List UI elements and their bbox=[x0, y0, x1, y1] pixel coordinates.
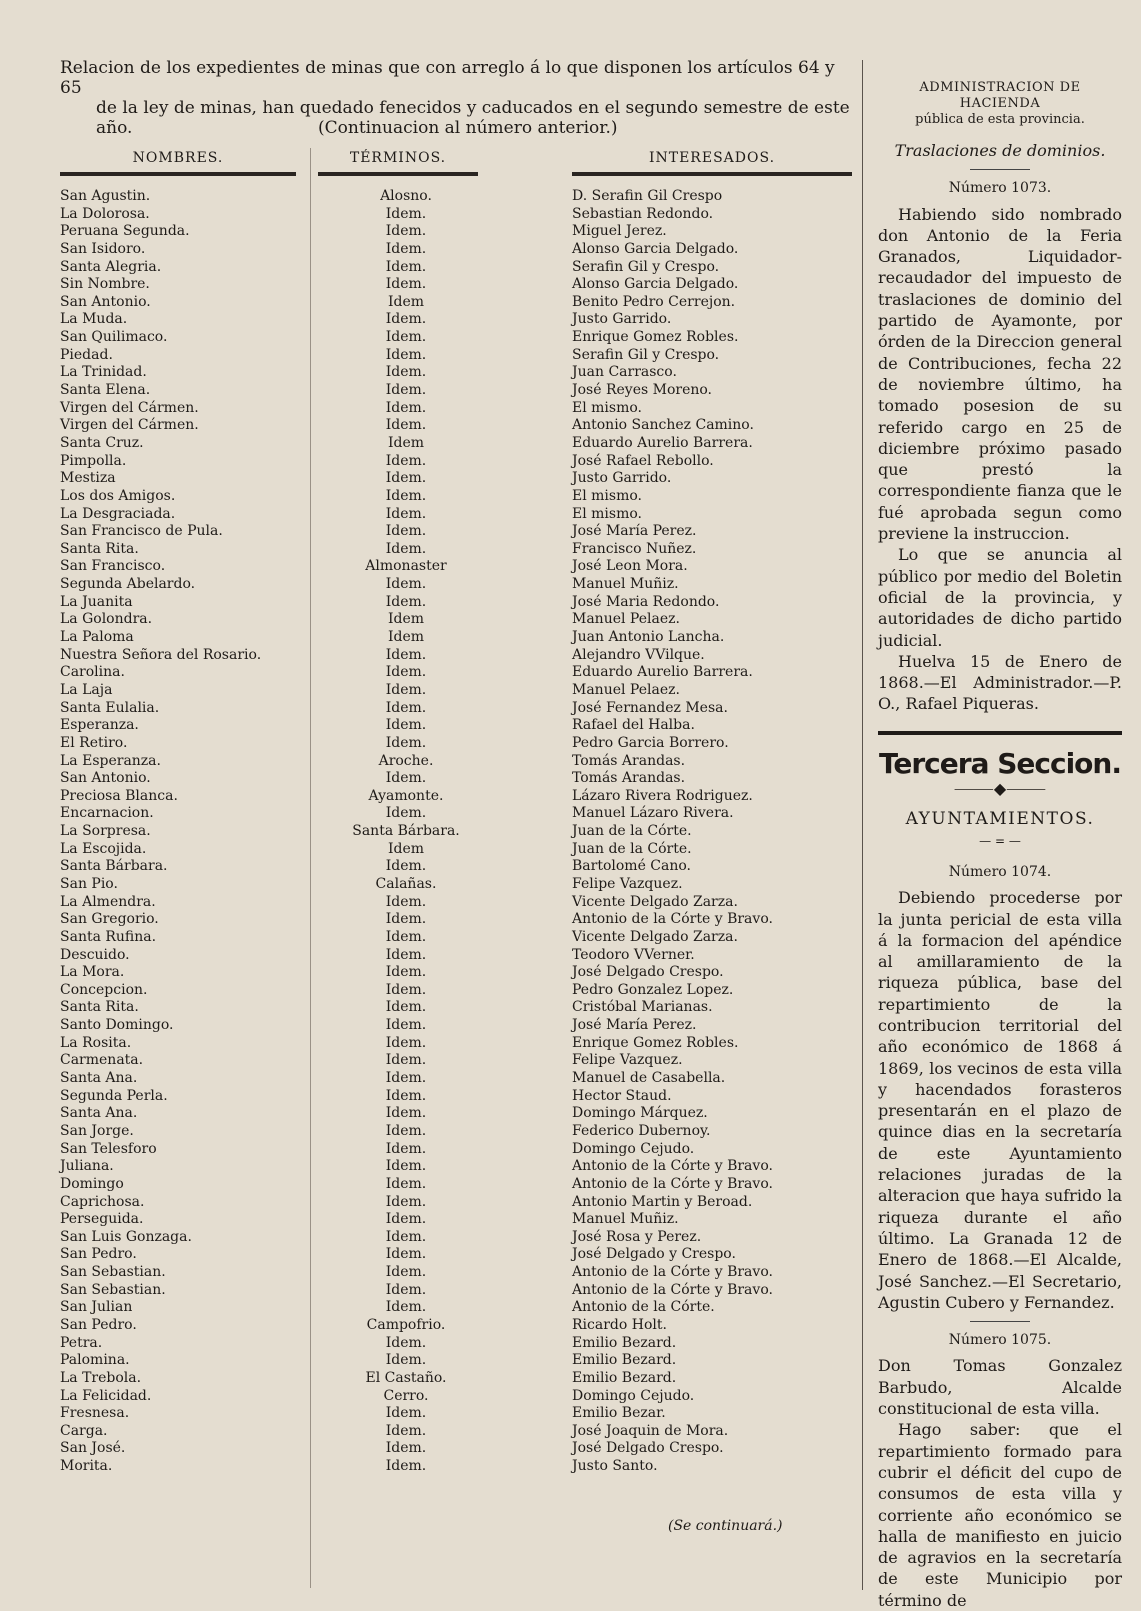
mine-name: Fresnesa. bbox=[60, 1405, 130, 1422]
interesado: Eduardo Aurelio Barrera. bbox=[572, 434, 753, 451]
termino: Idem. bbox=[385, 1299, 427, 1316]
mine-name: Morita. bbox=[60, 1458, 113, 1475]
mine-name: Preciosa Blanca. bbox=[60, 787, 178, 804]
administration-subtitle: pública de esta provincia. bbox=[915, 112, 1085, 127]
interesado: Teodoro VVerner. bbox=[572, 946, 695, 963]
termino: Idem bbox=[387, 293, 425, 310]
termino: Idem bbox=[387, 611, 425, 628]
interesado: Manuel Pelaez. bbox=[572, 611, 680, 628]
mine-name: San Antonio. bbox=[60, 293, 151, 310]
interesado: Eduardo Aurelio Barrera. bbox=[572, 664, 753, 681]
termino: Aroche. bbox=[378, 752, 434, 769]
interesado: José Delgado Crespo. bbox=[572, 1440, 724, 1457]
mine-name: San Pedro. bbox=[60, 1317, 137, 1333]
interesado: Emilio Bezard. bbox=[572, 1352, 677, 1369]
interesado: José Rafael Rebollo. bbox=[572, 452, 714, 469]
mine-name: Petra. bbox=[60, 1334, 103, 1351]
mine-name: Santo Domingo. bbox=[60, 1017, 174, 1034]
termino: Idem. bbox=[385, 1440, 427, 1457]
mine-name: El Retiro. bbox=[60, 734, 128, 751]
notice-1073-signature: Huelva 15 de Enero de 1868.—El Administrador.—P. O., Rafael Piqueras. bbox=[878, 651, 1122, 714]
interesado: Juan de la Córte. bbox=[572, 840, 692, 857]
mine-name: Juliana. bbox=[60, 1158, 114, 1175]
termino: Idem. bbox=[385, 276, 427, 293]
termino: Idem. bbox=[385, 1140, 427, 1157]
interesado: Ricardo Holt. bbox=[572, 1317, 667, 1333]
termino: Idem. bbox=[385, 329, 427, 346]
mine-name: La Rosita. bbox=[60, 1034, 132, 1051]
termino: Idem. bbox=[385, 417, 427, 434]
termino: Idem. bbox=[385, 1211, 427, 1228]
interesado: Antonio de la Córte y Bravo. bbox=[572, 1281, 773, 1298]
mine-name: Sin Nombre. bbox=[60, 276, 150, 293]
notice-number-1074: Número 1074. bbox=[948, 863, 1052, 880]
interesado: Emilio Bezard. bbox=[572, 1334, 677, 1351]
intro-line-1: Relacion de los expedientes de minas que con arreglo á lo que disponen los artículos 64 y 65 bbox=[60, 58, 835, 98]
interesado: José Leon Mora. bbox=[572, 558, 688, 575]
termino: Idem. bbox=[385, 1017, 427, 1034]
termino: Idem. bbox=[385, 1264, 427, 1281]
mine-name: San Isidoro. bbox=[60, 240, 146, 257]
intro-line-2: de la ley de minas, han quedado fenecidos y caducados en el segundo semestre de este año. bbox=[96, 98, 850, 138]
mine-name: Mestiza bbox=[60, 470, 116, 487]
termino: Idem. bbox=[385, 1281, 427, 1298]
notice-1074-body: Debiendo procederse por la junta pericial de esta villa á la formacion del apéndice al amillaramiento de la riqueza pública, base del repartimiento de la contribucion territorial del año económico de 1868 á 1869, los vecinos de esta villa y hacendados forasteros presentarán en el plazo de quince dias en la secretaría de este Ayuntamiento relaciones juradas de la alteracion que haya sufrido la riqueza durante el año último. La Granada 12 de Enero de 1868.—El Alcalde, José Sanchez.—El Secretario, Agustin Cubero y Fernandez. bbox=[878, 888, 1122, 1312]
column-divider bbox=[862, 60, 863, 1590]
ayuntamientos-heading: AYUNTAMIENTOS. bbox=[905, 809, 1095, 830]
interesado: Antonio Martin y Beroad. bbox=[572, 1193, 753, 1210]
termino: Idem. bbox=[385, 770, 427, 787]
interesado: Benito Pedro Cerrejon. bbox=[572, 293, 736, 310]
mine-name: Virgen del Cármen. bbox=[60, 399, 199, 416]
interesado: Domingo Cejudo. bbox=[572, 1140, 695, 1157]
interesado: José Delgado Crespo. bbox=[572, 964, 724, 981]
mine-name: La Esperanza. bbox=[60, 752, 161, 769]
mine-name: Santa Elena. bbox=[60, 382, 151, 399]
termino: Idem. bbox=[385, 1422, 427, 1439]
interesado: El mismo. bbox=[572, 399, 642, 416]
interesado: Antonio de la Córte y Bravo. bbox=[572, 1158, 773, 1175]
interesado: El mismo. bbox=[572, 505, 642, 522]
interesado: Enrique Gomez Robles. bbox=[572, 1034, 739, 1051]
mine-name: La Juanita bbox=[60, 593, 133, 610]
termino: Idem. bbox=[385, 258, 427, 275]
mine-name: La Almendra. bbox=[60, 893, 156, 910]
mine-name: Piedad. bbox=[60, 346, 113, 363]
mine-name: Santa Rufina. bbox=[60, 928, 157, 945]
mine-name: Segunda Perla. bbox=[60, 1087, 168, 1104]
termino: Idem. bbox=[385, 717, 427, 734]
mine-name: Santa Alegria. bbox=[60, 258, 162, 275]
termino: Idem. bbox=[385, 734, 427, 751]
mine-name: San Pedro. bbox=[60, 1246, 137, 1263]
header-terminos: TÉRMINOS. bbox=[349, 150, 447, 166]
traslaciones-heading: Traslaciones de dominios. bbox=[894, 141, 1106, 160]
termino: Idem. bbox=[385, 523, 427, 540]
mine-name: San Sebastian. bbox=[60, 1281, 166, 1298]
termino: Idem. bbox=[385, 1034, 427, 1051]
interesado: José Delgado y Crespo. bbox=[572, 1246, 736, 1263]
termino: Idem. bbox=[385, 505, 427, 522]
termino: Idem. bbox=[385, 240, 427, 257]
notice-1073-body-2: Lo que se anuncia al público por medio del Boletin oficial de la provincia, y autoridades de dicho partido judicial. bbox=[878, 545, 1122, 650]
mine-name: Carmenata. bbox=[60, 1052, 144, 1069]
termino: Idem. bbox=[385, 1087, 427, 1104]
mine-name: La Sorpresa. bbox=[60, 823, 151, 840]
termino: Idem. bbox=[385, 805, 427, 822]
mine-name: Descuido. bbox=[60, 946, 130, 963]
interesado: Manuel Muñiz. bbox=[572, 576, 679, 593]
interesado: Justo Garrido. bbox=[572, 311, 672, 328]
interesado: Manuel Pelaez. bbox=[572, 681, 680, 698]
termino: Idem. bbox=[385, 893, 427, 910]
interesado: Antonio de la Córte. bbox=[572, 1299, 715, 1316]
interesado: Antonio Sanchez Camino. bbox=[572, 417, 754, 434]
mine-name: Nuestra Señora del Rosario. bbox=[60, 646, 262, 663]
termino: Idem bbox=[387, 840, 425, 857]
termino: Cerro. bbox=[383, 1387, 429, 1404]
termino: Idem. bbox=[385, 1122, 427, 1139]
termino: Idem. bbox=[385, 928, 427, 945]
notice-number-1073: Número 1073. bbox=[948, 180, 1052, 197]
divider bbox=[970, 1321, 1030, 1322]
interesado: Felipe Vazquez. bbox=[572, 875, 683, 892]
divider: — = — bbox=[979, 833, 1021, 848]
interesado: Enrique Gomez Robles. bbox=[572, 329, 739, 346]
interesado: Antonio de la Córte y Bravo. bbox=[572, 1264, 773, 1281]
termino: Idem. bbox=[385, 858, 427, 875]
interesado: José Reyes Moreno. bbox=[572, 382, 713, 399]
mine-name: La Trinidad. bbox=[60, 364, 147, 381]
termino: Idem. bbox=[385, 1052, 427, 1069]
mine-name: Santa Ana. bbox=[60, 1070, 138, 1087]
interesado: Pedro Garcia Borrero. bbox=[572, 734, 729, 751]
interesado: Tomás Arandas. bbox=[572, 752, 686, 769]
mine-name: La Paloma bbox=[60, 629, 134, 646]
mine-name: San Sebastian. bbox=[60, 1264, 166, 1281]
termino: Idem. bbox=[385, 1352, 427, 1369]
mine-name: San Telesforo bbox=[60, 1140, 157, 1157]
mine-name: La Desgraciada. bbox=[60, 505, 176, 522]
mine-name: La Dolorosa. bbox=[60, 205, 150, 222]
termino: Idem. bbox=[385, 487, 427, 504]
termino: Ayamonte. bbox=[368, 787, 444, 804]
header-rule bbox=[572, 172, 852, 176]
notice-1075-body: Hago saber: que el repartimiento formado para cubrir el déficit del cupo de consumos de esta villa y corriente año económico se halla de manifiesto en juicio de agravios en la secretaría de este Municipio por término de bbox=[878, 1420, 1122, 1610]
interesado: Alonso Garcia Delgado. bbox=[572, 240, 739, 257]
termino: Idem bbox=[387, 434, 425, 451]
interesado: Miguel Jerez. bbox=[572, 223, 667, 240]
interesado: Bartolomé Cano. bbox=[572, 858, 692, 875]
interesado: Francisco Nuñez. bbox=[572, 540, 697, 557]
termino: Idem. bbox=[385, 981, 427, 998]
termino: Idem. bbox=[385, 1105, 427, 1122]
mine-name: Carolina. bbox=[60, 664, 125, 681]
header-rule bbox=[318, 172, 478, 176]
termino: Idem. bbox=[385, 593, 427, 610]
interesado: Rafael del Halba. bbox=[572, 717, 695, 734]
ornament-icon: ⸻◆⸻ bbox=[953, 779, 1047, 799]
mine-name: San Gregorio. bbox=[60, 911, 159, 928]
termino: Idem. bbox=[385, 1158, 427, 1175]
interesado: Domingo Márquez. bbox=[572, 1105, 708, 1122]
termino: Calañas. bbox=[375, 875, 437, 892]
mine-name: La Escojida. bbox=[60, 840, 147, 857]
mine-name: Perseguida. bbox=[60, 1211, 144, 1228]
interesado: Antonio de la Córte y Bravo. bbox=[572, 1175, 773, 1192]
termino: Idem. bbox=[385, 646, 427, 663]
interesado: Lázaro Rivera Rodriguez. bbox=[572, 787, 753, 804]
header-interesados: INTERESADOS. bbox=[648, 150, 776, 166]
termino: Alosno. bbox=[380, 188, 432, 204]
termino: Idem. bbox=[385, 664, 427, 681]
mine-name: Los dos Amigos. bbox=[60, 487, 176, 504]
mine-name: La Muda. bbox=[60, 311, 128, 328]
termino: Idem. bbox=[385, 1458, 427, 1475]
termino: Idem. bbox=[385, 964, 427, 981]
interesado: Juan de la Córte. bbox=[572, 823, 692, 840]
termino: Idem. bbox=[385, 1228, 427, 1245]
mine-name: San Antonio. bbox=[60, 770, 151, 787]
termino: Idem. bbox=[385, 1175, 427, 1192]
interesado: Serafin Gil y Crespo. bbox=[572, 346, 720, 363]
continued-note: (Se continuará.) bbox=[668, 1518, 783, 1534]
mine-name: Concepcion. bbox=[60, 981, 148, 998]
termino: Idem. bbox=[385, 1070, 427, 1087]
termino: Idem. bbox=[385, 999, 427, 1016]
mine-name: Santa Ana. bbox=[60, 1105, 138, 1122]
interesado: Hector Staud. bbox=[572, 1087, 672, 1104]
termino: Idem. bbox=[385, 1193, 427, 1210]
termino: Idem. bbox=[385, 540, 427, 557]
interesado: Sebastian Redondo. bbox=[572, 205, 714, 222]
header-rule bbox=[60, 172, 296, 176]
mine-name: Palomina. bbox=[60, 1352, 130, 1369]
mine-name: Pimpolla. bbox=[60, 452, 127, 469]
mine-name: Santa Cruz. bbox=[60, 434, 144, 451]
mine-name: Santa Eulalia. bbox=[60, 699, 160, 716]
interesado: Serafin Gil y Crespo. bbox=[572, 258, 720, 275]
interesado: José Fernandez Mesa. bbox=[572, 699, 728, 716]
mine-name: Caprichosa. bbox=[60, 1193, 145, 1210]
interesado: Juan Antonio Lancha. bbox=[572, 629, 725, 646]
termino: Idem bbox=[387, 629, 425, 646]
mine-name: Domingo bbox=[60, 1175, 124, 1192]
notice-1073-body: Habiendo sido nombrado don Antonio de la Feria Granados, Liquidador-recaudador del impuesto de traslaciones de dominio del partido de Ayamonte, por órden de la Direccion general de Contribuciones, fecha 22 de noviembre último, ha tomado posesion de su referido cargo en 25 de diciembre próximo pasado que prestó la correspondiente fianza que le fué aprobada segun como previene la instruccion. bbox=[878, 204, 1122, 544]
termino: Idem. bbox=[385, 364, 427, 381]
termino: El Castaño. bbox=[365, 1369, 447, 1386]
mine-name: La Laja bbox=[60, 681, 113, 698]
interesado: Manuel Muñiz. bbox=[572, 1211, 679, 1228]
termino: Idem. bbox=[385, 223, 427, 240]
interesado: José Maria Redondo. bbox=[572, 593, 720, 610]
interesado: Felipe Vazquez. bbox=[572, 1052, 683, 1069]
termino: Idem. bbox=[385, 946, 427, 963]
mine-name: San Francisco. bbox=[60, 558, 166, 575]
right-column bbox=[878, 80, 1122, 1611]
continuation-note: (Continuacion al número anterior.) bbox=[318, 118, 618, 138]
mine-name: Carga. bbox=[60, 1422, 108, 1439]
termino: Idem. bbox=[385, 452, 427, 469]
header-nombres: NOMBRES. bbox=[132, 150, 224, 166]
interesado: Juan Carrasco. bbox=[572, 364, 677, 381]
interesados-column bbox=[572, 188, 862, 1476]
interesado: Vicente Delgado Zarza. bbox=[572, 928, 738, 945]
mine-name: Santa Rita. bbox=[60, 540, 139, 557]
termino: Idem. bbox=[385, 681, 427, 698]
termino: Idem. bbox=[385, 470, 427, 487]
notice-number-1075: Número 1075. bbox=[948, 1332, 1052, 1349]
interesado: Cristóbal Marianas. bbox=[572, 999, 713, 1016]
termino: Idem. bbox=[385, 382, 427, 399]
interesado: Manuel de Casabella. bbox=[572, 1070, 726, 1087]
interesado: Antonio de la Córte y Bravo. bbox=[572, 911, 773, 928]
mine-name: San Quilimaco. bbox=[60, 329, 168, 346]
interesado: José Rosa y Perez. bbox=[572, 1228, 702, 1245]
termino: Campofrio. bbox=[366, 1317, 446, 1333]
interesado: Vicente Delgado Zarza. bbox=[572, 893, 738, 910]
mine-name: La Mora. bbox=[60, 964, 125, 981]
termino: Idem. bbox=[385, 399, 427, 416]
interesado: Emilio Bezard. bbox=[572, 1369, 677, 1386]
mine-name: La Felicidad. bbox=[60, 1387, 152, 1404]
mine-name: San Jorge. bbox=[60, 1122, 134, 1139]
mine-name: San Francisco de Pula. bbox=[60, 523, 223, 540]
interesado: Federico Dubernoy. bbox=[572, 1122, 711, 1139]
column-divider bbox=[310, 148, 311, 1588]
termino: Idem. bbox=[385, 1246, 427, 1263]
termino: Idem. bbox=[385, 576, 427, 593]
interesado: Justo Santo. bbox=[572, 1458, 658, 1475]
terminos-column bbox=[322, 188, 490, 1476]
interesado: Domingo Cejudo. bbox=[572, 1387, 695, 1404]
interesado: José María Perez. bbox=[572, 1017, 697, 1034]
termino: Idem. bbox=[385, 311, 427, 328]
interesado: José María Perez. bbox=[572, 523, 697, 540]
names-column bbox=[60, 188, 310, 1476]
termino: Idem. bbox=[385, 346, 427, 363]
interesado: Manuel Lázaro Rivera. bbox=[572, 805, 734, 822]
mine-name: San José. bbox=[60, 1440, 126, 1457]
mine-name: La Golondra. bbox=[60, 611, 153, 628]
termino: Santa Bárbara. bbox=[352, 823, 460, 840]
interesado: Tomás Arandas. bbox=[572, 770, 686, 787]
divider bbox=[970, 169, 1030, 170]
interesado: El mismo. bbox=[572, 487, 642, 504]
interesado: Emilio Bezar. bbox=[572, 1405, 666, 1422]
termino: Idem. bbox=[385, 205, 427, 222]
mine-name: Esperanza. bbox=[60, 717, 139, 734]
interesado: Pedro Gonzalez Lopez. bbox=[572, 981, 734, 998]
interesado: Justo Garrido. bbox=[572, 470, 672, 487]
interesado: Alejandro VVilque. bbox=[572, 646, 705, 663]
termino: Idem. bbox=[385, 1334, 427, 1351]
mine-name: Encarnacion. bbox=[60, 805, 154, 822]
mine-name: Santa Rita. bbox=[60, 999, 139, 1016]
mine-name: San Pio. bbox=[60, 875, 118, 892]
mine-name: Virgen del Cármen. bbox=[60, 417, 199, 434]
mine-name: Santa Bárbara. bbox=[60, 858, 168, 875]
mine-name: San Julian bbox=[60, 1299, 133, 1316]
mine-name: Peruana Segunda. bbox=[60, 223, 190, 240]
administration-title: ADMINISTRACION DE HACIENDA bbox=[919, 80, 1081, 111]
interesado: José Joaquin de Mora. bbox=[572, 1422, 729, 1439]
mine-name: Segunda Abelardo. bbox=[60, 576, 196, 593]
termino: Idem. bbox=[385, 911, 427, 928]
notice-1075-intro: Don Tomas Gonzalez Barbudo, Alcalde constitucional de esta villa. bbox=[878, 1356, 1122, 1419]
termino: Idem. bbox=[385, 1405, 427, 1422]
interesado: D. Serafin Gil Crespo bbox=[572, 188, 723, 204]
termino: Idem. bbox=[385, 699, 427, 716]
mine-name: San Luis Gonzaga. bbox=[60, 1228, 192, 1245]
mine-name: La Trebola. bbox=[60, 1369, 142, 1386]
section-title: Tercera Seccion. bbox=[879, 746, 1121, 780]
mine-name: San Agustin. bbox=[60, 188, 151, 204]
termino: Almonaster bbox=[365, 558, 447, 575]
interesado: Alonso Garcia Delgado. bbox=[572, 276, 739, 293]
section-rule bbox=[878, 731, 1122, 735]
